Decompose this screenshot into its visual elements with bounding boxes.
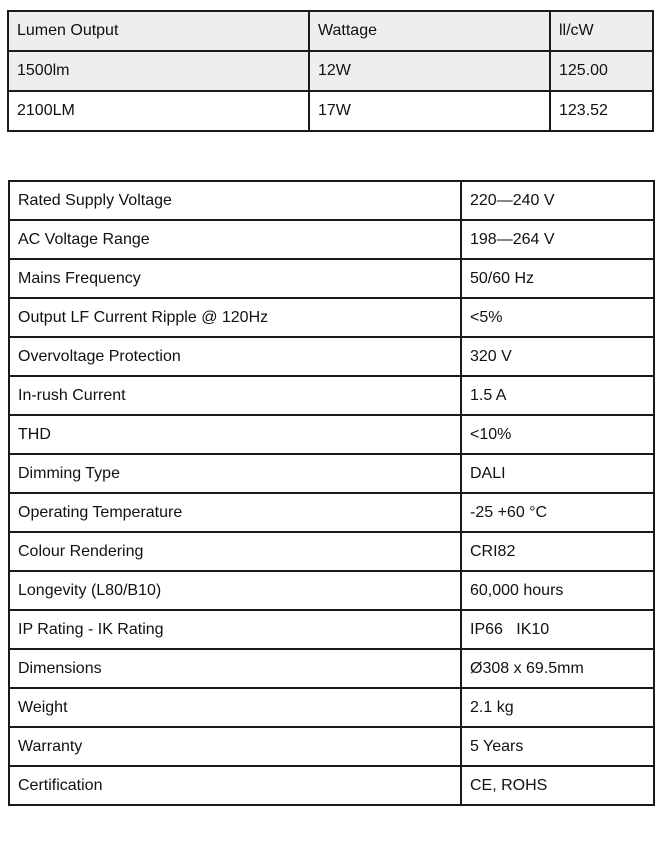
- efficacy-cell: 125.00: [550, 51, 653, 91]
- spec-label-cell: Rated Supply Voltage: [9, 181, 461, 220]
- spec-value-cell: DALI: [461, 454, 654, 493]
- spec-value-cell: <10%: [461, 415, 654, 454]
- spec-value-cell: 198—264 V: [461, 220, 654, 259]
- spec-label-cell: Dimming Type: [9, 454, 461, 493]
- spec-label-cell: Colour Rendering: [9, 532, 461, 571]
- efficacy-cell: 123.52: [550, 91, 653, 131]
- spec-value-cell: 220—240 V: [461, 181, 654, 220]
- spec-value-cell: 1.5 A: [461, 376, 654, 415]
- spec-label-cell: Certification: [9, 766, 461, 805]
- spec-value-cell: IP66 IK10: [461, 610, 654, 649]
- spec-label-cell: Overvoltage Protection: [9, 337, 461, 376]
- spec-label-cell: Mains Frequency: [9, 259, 461, 298]
- spec-label-cell: Dimensions: [9, 649, 461, 688]
- table-row: [8, 91, 653, 131]
- specifications-table: [8, 180, 655, 806]
- table-row: [9, 727, 654, 766]
- lumen-output-table: [7, 10, 654, 132]
- table-row: [8, 51, 653, 91]
- table-row: [9, 337, 654, 376]
- wattage-cell: 17W: [309, 91, 550, 131]
- wattage-cell: 12W: [309, 51, 550, 91]
- table-row: [9, 220, 654, 259]
- table-row: [9, 493, 654, 532]
- table-row: [9, 766, 654, 805]
- spec-value-cell: 2.1 kg: [461, 688, 654, 727]
- header-cell-efficacy: ll/cW: [550, 11, 653, 51]
- table-header-row: [8, 11, 653, 51]
- spec-value-cell: 320 V: [461, 337, 654, 376]
- spec-label-cell: Warranty: [9, 727, 461, 766]
- table-row: [9, 571, 654, 610]
- spec-label-cell: IP Rating - IK Rating: [9, 610, 461, 649]
- spec-label-cell: Longevity (L80/B10): [9, 571, 461, 610]
- table-row: [9, 181, 654, 220]
- header-cell-lumen-output: Lumen Output: [8, 11, 309, 51]
- spec-value-cell: -25 +60 °C: [461, 493, 654, 532]
- table-row: [9, 610, 654, 649]
- spec-value-cell: <5%: [461, 298, 654, 337]
- spec-label-cell: Operating Temperature: [9, 493, 461, 532]
- table-row: [9, 454, 654, 493]
- spec-label-cell: AC Voltage Range: [9, 220, 461, 259]
- spec-value-cell: 50/60 Hz: [461, 259, 654, 298]
- lumen-cell: 2100LM: [8, 91, 309, 131]
- table-row: [9, 298, 654, 337]
- table-row: [9, 415, 654, 454]
- spec-label-cell: Output LF Current Ripple @ 120Hz: [9, 298, 461, 337]
- lumen-cell: 1500lm: [8, 51, 309, 91]
- header-cell-wattage: Wattage: [309, 11, 550, 51]
- table-row: [9, 259, 654, 298]
- table-row: [9, 376, 654, 415]
- table-row: [9, 649, 654, 688]
- table-row: [9, 532, 654, 571]
- spec-value-cell: CRI82: [461, 532, 654, 571]
- table-row: [9, 688, 654, 727]
- spec-value-cell: CE, ROHS: [461, 766, 654, 805]
- spec-label-cell: In-rush Current: [9, 376, 461, 415]
- spec-label-cell: Weight: [9, 688, 461, 727]
- spec-value-cell: 5 Years: [461, 727, 654, 766]
- spec-value-cell: 60,000 hours: [461, 571, 654, 610]
- spec-value-cell: Ø308 x 69.5mm: [461, 649, 654, 688]
- spec-label-cell: THD: [9, 415, 461, 454]
